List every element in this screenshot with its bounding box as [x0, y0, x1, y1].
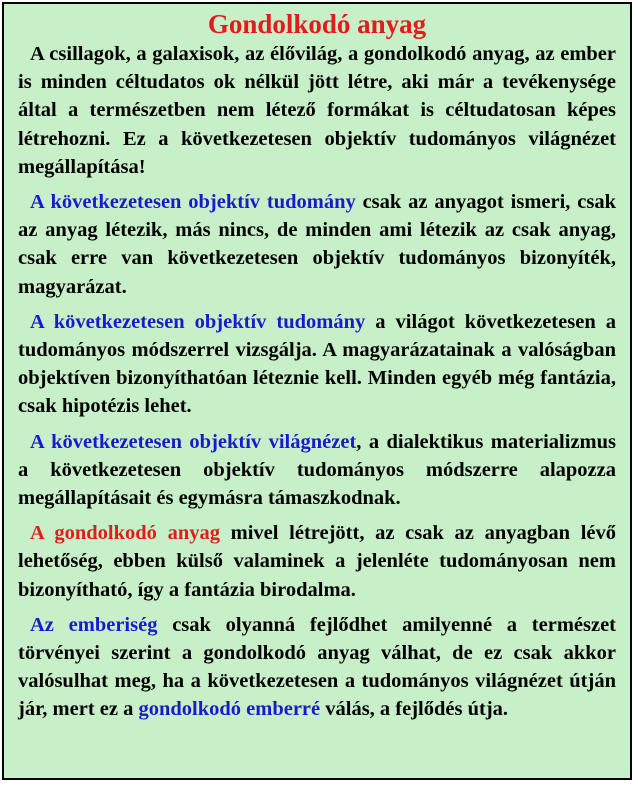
article-title: Gondolkodó anyag	[207, 9, 427, 39]
paragraph-5-text: mivel létrejött, az csak az anyagban lévő lehetőség, ebben külső valaminek a jelenléte tudományosan nem bizonyítható, így a fantázia birodalma.	[18, 522, 617, 601]
paragraph-2	[18, 188, 616, 301]
paragraph-2-text: csak az anyagot ismeri, csak az anyag létezik, más nincs, de minden ami létezik az csak anyag, csak erre van következetesen objektív tudományos bizonyíték, magyarázat.	[18, 191, 616, 298]
paragraph-6-highlight-2: gondolkodó emberré	[138, 698, 321, 721]
paragraph-6	[18, 611, 616, 724]
paragraph-3	[18, 308, 616, 421]
paragraph-3-text: a világot következetesen a tudományos módszerrel vizsgálja. A magyarázatainak a valóságban objektíven bizonyíthatóan léteznie kell. Minden egyéb még fantázia, csak hipotézis lehet.	[18, 310, 616, 418]
paragraph-1	[18, 40, 616, 181]
paragraph-3-highlight: A következetesen objektív tudomány	[30, 310, 366, 333]
paragraph-5-highlight: A gondolkodó anyag	[30, 522, 220, 545]
article-panel	[2, 2, 632, 780]
paragraph-2-highlight: A következetesen objektív tudomány	[30, 191, 356, 214]
paragraph-6-text-2: válás, a fejlődés útja.	[320, 698, 509, 721]
paragraph-6-text: csak olyanná fejlődhet amilyenné a természet törvényei szerint a gondolkodó anyag válhat, de ez csak akkor valósulhat meg, ha a következetesen a tudományos világnézet útján jár, mert ez a	[18, 613, 616, 721]
paragraph-4-highlight: A következetesen objektív világnézet	[30, 430, 357, 453]
paragraph-4-text: , a dialektikus materializmus a következetesen objektív tudományos módszerre alapozza megállapításait és egymásra támaszkodnak.	[18, 430, 616, 510]
paragraph-6-highlight: Az emberiség	[30, 613, 158, 636]
paragraph-4	[18, 428, 616, 513]
paragraph-1-text: A csillagok, a galaxisok, az élővilág, a gondolkodó anyag, az ember is minden céltudatos ok nélkül jött létre, aki már a tevékenysége által a természetben nem létező formákat is céltudatosan képes létrehozni. Ez a következetesen objektív tudományos világnézet megállapítása!	[18, 43, 616, 178]
paragraph-5	[18, 519, 616, 604]
